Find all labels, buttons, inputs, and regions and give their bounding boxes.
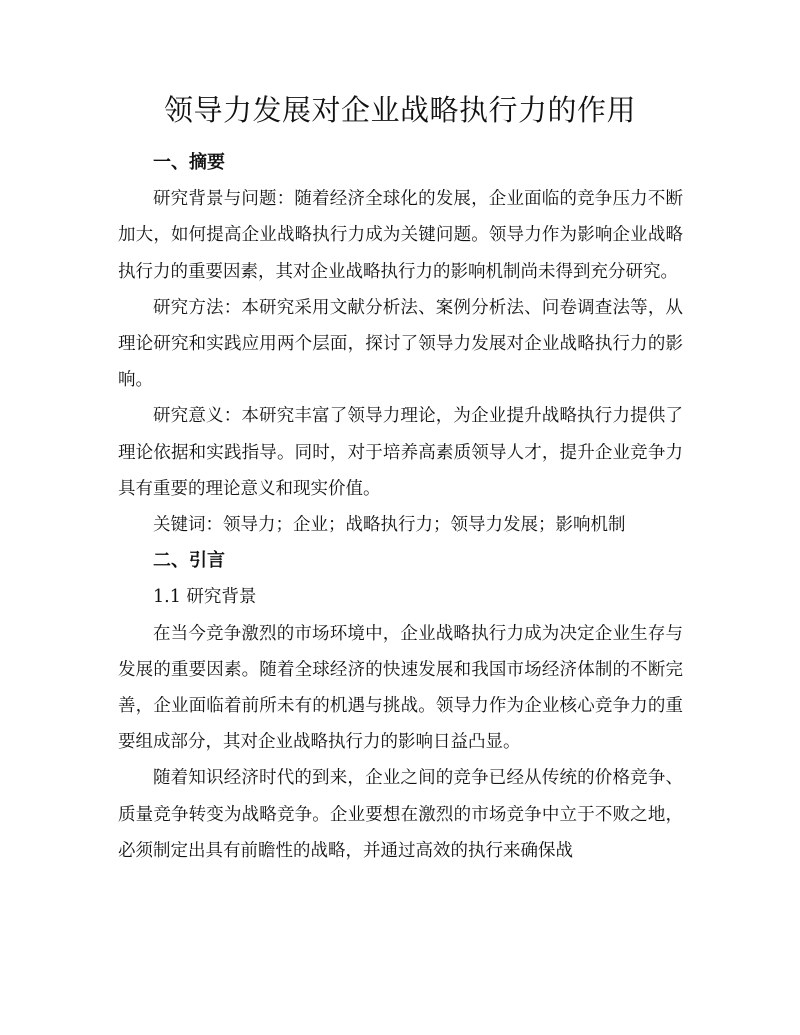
abstract-background-paragraph: 研究背景与问题：随着经济全球化的发展，企业面临的竞争压力不断加大，如何提高企业战略执行力成为关键问题。领导力作为影响企业战略执行力的重要因素，其对企业战略执行力的影响机制尚未得到充分研究。 — [118, 189, 683, 282]
intro-paragraph-1: 在当今竞争激烈的市场环境中，企业战略执行力成为决定企业生存与发展的重要因素。随着全球经济的快速发展和我国市场经济体制的不断完善，企业面临着前所未有的机遇与挑战。领导力作为企业核心竞争力的重要组成部分，其对企业战略执行力的影响日益凸显。 — [118, 623, 683, 753]
section-heading-abstract: 一、摘要 — [153, 152, 225, 173]
document-body — [118, 145, 683, 869]
abstract-keywords: 关键词：领导力；企业；战略执行力；领导力发展；影响机制 — [153, 515, 626, 536]
document-title: 领导力发展对企业战略执行力的作用 — [163, 93, 636, 127]
abstract-significance-paragraph: 研究意义：本研究丰富了领导力理论，为企业提升战略执行力提供了理论依据和实践指导。同时，对于培养高素质领导人才，提升企业竞争力具有重要的理论意义和现实价值。 — [118, 406, 683, 499]
section-heading-intro: 二、引言 — [153, 550, 225, 572]
subsection-heading-background: 1.1 研究背景 — [153, 587, 257, 608]
abstract-method-paragraph: 研究方法：本研究采用文献分析法、案例分析法、问卷调查法等，从理论研究和实践应用两个层面，探讨了领导力发展对企业战略执行力的影响。 — [118, 297, 683, 391]
intro-paragraph-2: 随着知识经济时代的到来，企业之间的竞争已经从传统的价格竞争、质量竞争转变为战略竞争。企业要想在激烈的市场竞争中立于不败之地，必须制定出具有前瞻性的战略，并通过高效的执行来确保战 — [118, 768, 683, 861]
